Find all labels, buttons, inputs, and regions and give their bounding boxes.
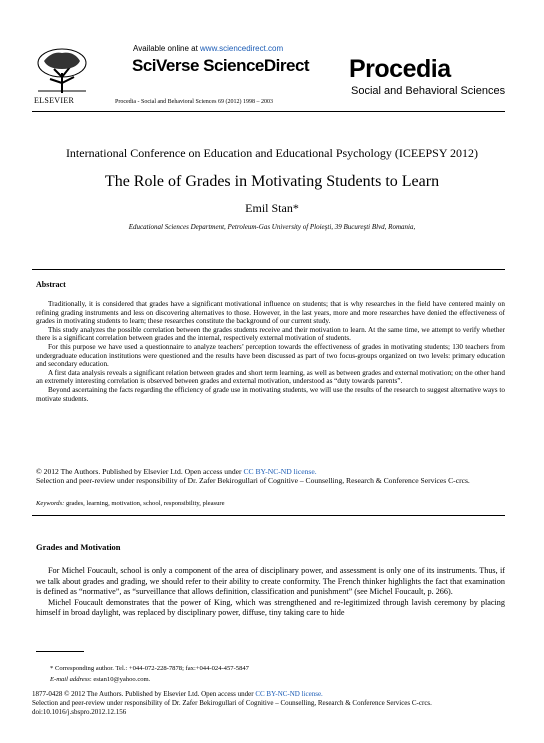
sciverse-logo: SciVerse ScienceDirect	[132, 56, 310, 75]
body-paragraph: For Michel Foucault, school is only a component of the area of disciplinary power, and assessment is only one of its instruments. Thus, if we talk about grades and grading, we should refer to their ability to create conformity. The French thinker highlights the fact that examination is defined as “normative”, as “surveillance that allows definition, classification and punishment” (see Michel Foucault, p. 266).	[36, 566, 505, 597]
abstract-body	[36, 300, 505, 403]
footer-peer-review: Selection and peer-review under responsibility of Dr. Zafer Bekirogullari of Cognitive – Counselling, Research & Conference Services C-crcs.	[32, 699, 432, 708]
author-affiliation: Educational Sciences Department, Petroleum-Gas University of Ploieşti, 39 Bucureşti Blvd, Romania,	[128, 223, 416, 231]
abstract-paragraph: For this purpose we have used a questionnaire to analyze teachers’ perception towards the effectiveness of grades in motivating students; 130 teachers from undergraduate education institutions were questioned and the results have been discussed as part of two focus-groups organized on two levels: primary education and secondary education.	[36, 342, 505, 369]
keywords-line	[36, 500, 505, 507]
paper-title: The Role of Grades in Motivating Students to Learn	[104, 173, 440, 190]
journal-citation: Procedia - Social and Behavioral Sciences 69 (2012) 1998 – 2003	[115, 99, 273, 105]
author-name: Emil Stan*	[245, 201, 299, 215]
keywords-list: grades, learning, motivation, school, responsibility, pleasure	[64, 500, 225, 507]
keywords-label: Keywords:	[36, 500, 65, 507]
elsevier-tree-icon	[32, 47, 92, 95]
footnote-divider	[36, 651, 84, 652]
section-body	[36, 566, 505, 619]
abstract-heading: Abstract	[36, 280, 66, 289]
page-footer	[32, 690, 508, 718]
available-online-line	[133, 44, 283, 53]
header-divider	[32, 111, 505, 112]
doi: doi:10.1016/j.sbspro.2012.12.156	[32, 708, 127, 717]
issn-text: 1877-0428 © 2012 The Authors. Published by Elsevier Ltd. Open access under	[32, 690, 256, 698]
abstract-paragraph: This study analyzes the possible correlation between the grades students receive and their motivation to learn. At the same time, we attempt to verify whether there is a significant correlation between grades and the internal, respectively external motivation of students.	[36, 325, 505, 343]
email-label: E-mail address	[50, 676, 90, 683]
email-note	[50, 676, 150, 683]
sciencedirect-link[interactable]: www.sciencedirect.com	[200, 44, 284, 53]
license-link[interactable]: CC BY-NC-ND license.	[243, 467, 317, 476]
conference-name: International Conference on Education and Educational Psychology (ICEEPSY 2012)	[65, 146, 479, 160]
copyright-notice	[36, 467, 505, 486]
footer-license-link[interactable]: CC BY-NC-ND license.	[255, 690, 323, 698]
abstract-top-divider	[32, 269, 505, 270]
elsevier-wordmark: ELSEVIER	[34, 96, 75, 105]
section-heading: Grades and Motivation	[36, 542, 121, 552]
procedia-subtitle: Social and Behavioral Sciences	[351, 85, 506, 97]
corresponding-author-note: * Corresponding author. Tel.: +044-072-228-7878; fax:+044-024-457-5847	[50, 665, 249, 672]
peer-review-notice: Selection and peer-review under responsibility of Dr. Zafer Bekirogullari of Cognitive – Counselling, Research & Conference Services C-crcs.	[36, 476, 470, 486]
body-paragraph: Michel Foucault demonstrates that the power of King, which was strengthened and re-legitimized through lavish ceremony by placing himself in broad daylight, was replaced by disciplinary power, diffuse, tiny taking care to hide	[36, 597, 505, 618]
abstract-bottom-divider	[32, 515, 505, 516]
email-address: : estan10@yahoo.com.	[89, 676, 151, 683]
available-prefix: Available online at	[133, 44, 201, 53]
abstract-paragraph: Traditionally, it is considered that grades have a significant motivational influence on students; that is why researches in the field have centered mainly on refining grading instruments and less on discovering alternatives to those. However, in the last years, more and more researches have denied the effectiveness of grades in motivating students to learn; these researches constitute the background of our current study.	[36, 300, 505, 326]
abstract-paragraph: A first data analysis reveals a significant relation between grades and short term learning, as well as between grades and external motivation; on the other hand an extremely interesting correlation is observed between grades and external motivation, understood as “duty towards parents”.	[36, 368, 505, 386]
abstract-paragraph: Beyond ascertaining the facts regarding the efficiency of grade use in motivating students, we will use the results of the research to suggest alternative ways to motivate students.	[36, 385, 505, 403]
procedia-logo: Procedia	[349, 55, 451, 83]
copyright-text: © 2012 The Authors. Published by Elsevier Ltd. Open access under	[36, 467, 244, 476]
